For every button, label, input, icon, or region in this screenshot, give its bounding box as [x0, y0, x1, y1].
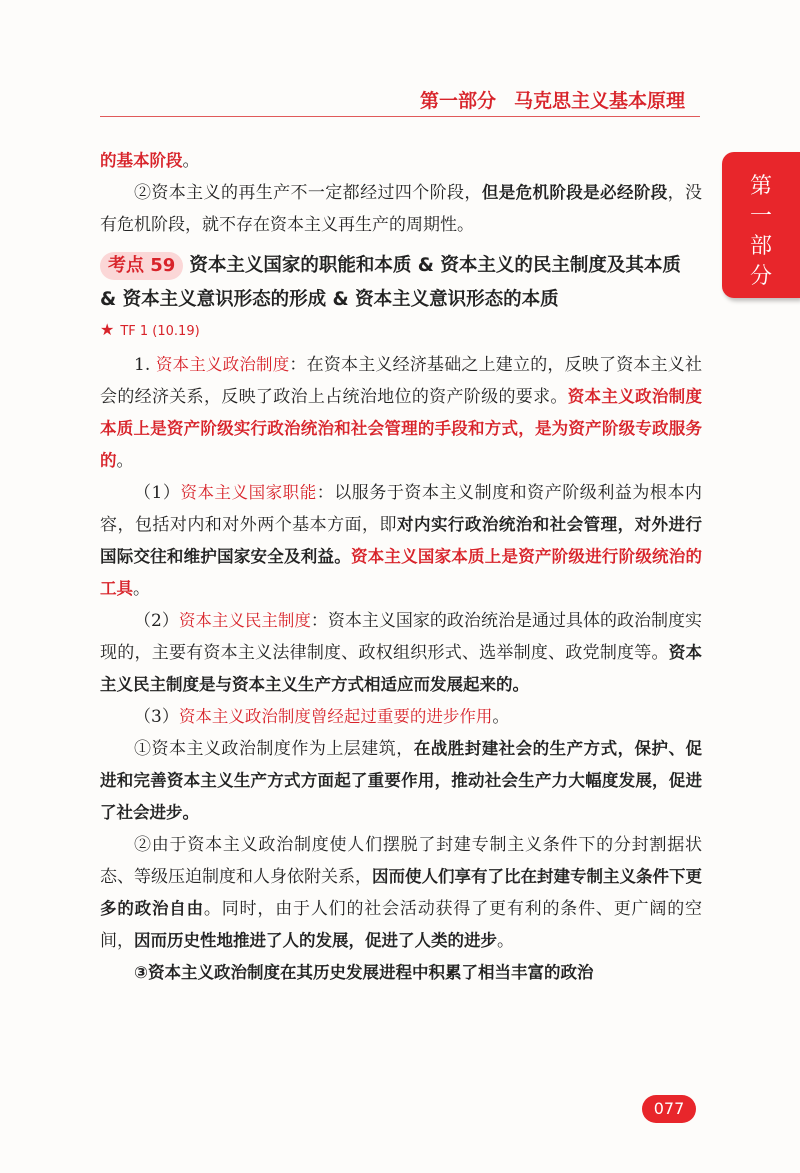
side-tab-char: 部	[749, 234, 772, 259]
star-icon: ★	[100, 320, 115, 339]
header-title: 马克思主义基本原理	[514, 90, 686, 112]
side-tab-char: 一	[749, 204, 772, 229]
running-header	[420, 86, 685, 113]
paragraph-reproduction: ②资本主义的再生产不一定都经过四个阶段，但是危机阶段是必经阶段，没有危机阶段，就不存在资本主义再生产的周期性。	[100, 183, 702, 235]
page-body	[100, 145, 702, 989]
topic-badge: 考点 59	[100, 252, 183, 280]
paragraph-progressive-role: （3）资本主义政治制度曾经起过重要的进步作用。	[134, 707, 510, 727]
paragraph-point-1: ①资本主义政治制度作为上层建筑，在战胜封建社会的生产方式，保护、促进和完善资本主义生产方式方面起了重要作用，推动社会生产力大幅度发展，促进了社会进步。	[100, 739, 702, 822]
paragraph-continuation: 的基本阶段。	[100, 151, 200, 171]
side-tab-char: 第	[749, 174, 772, 199]
topic-title: 资本主义国家的职能和本质 & 资本主义的民主制度及其本质 & 资本主义意识形态的形成 & 资本主义意识形态的本质	[100, 255, 681, 310]
topic-heading	[100, 249, 702, 317]
paragraph-point-2: ②由于资本主义政治制度使人们摆脱了封建专制主义条件下的分封割据状态、等级压迫制度和人身依附关系，因而使人们享有了比在封建专制主义条件下更多的政治自由。同时，由于人们的社会活动获得了更有利的条件、更广阔的空间，因而历史性地推进了人的发展，促进了人类的进步。	[100, 835, 703, 951]
section-side-tab	[722, 152, 800, 298]
header-rule	[100, 116, 700, 117]
paragraph-political-system: 1. 资本主义政治制度：在资本主义经济基础之上建立的，反映了资本主义社会的经济关系，反映了政治上占统治地位的资产阶级的要求。资本主义政治制度本质上是资产阶级实行政治统治和社会管理的手段和方式，是为资产阶级专政服务的。	[100, 355, 703, 471]
page-number: 077	[642, 1095, 696, 1123]
topic-frequency: ★ TF 1 (10.19)	[100, 320, 200, 339]
header-part: 第一部分	[420, 90, 497, 112]
paragraph-state-function: （1）资本主义国家职能：以服务于资本主义制度和资产阶级利益为根本内容，包括对内和对外两个基本方面，即对内实行政治统治和社会管理，对外进行国际交往和维护国家安全及利益。资本主义国家本质上是资产阶级进行阶级统治的工具。	[100, 483, 703, 599]
side-tab-char: 分	[749, 264, 772, 289]
paragraph-point-3: ③资本主义政治制度在其历史发展进程中积累了相当丰富的政治	[134, 963, 594, 982]
paragraph-democracy: （2）资本主义民主制度：资本主义国家的政治统治是通过具体的政治制度实现的，主要有资本主义法律制度、政权组织形式、选举制度、政党制度等。资本主义民主制度是与资本主义生产方式相适应而发展起来的。	[100, 611, 703, 694]
